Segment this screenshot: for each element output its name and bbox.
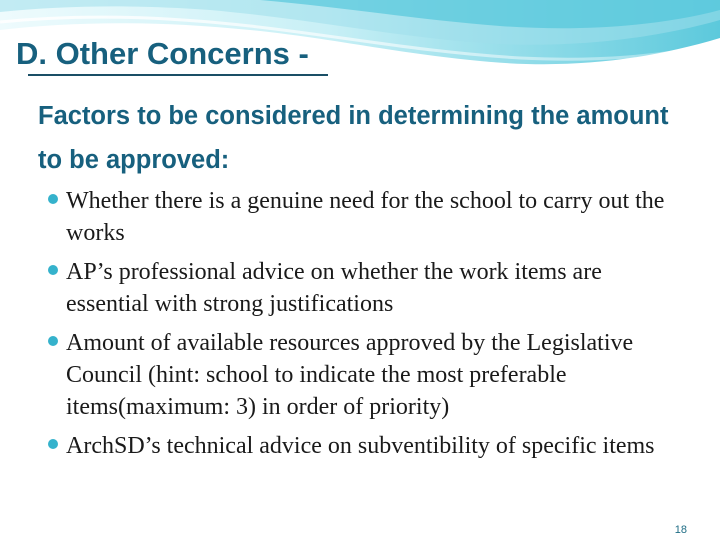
slide-title: D. Other Concerns -: [16, 36, 309, 71]
bullet-text: Whether there is a genuine need for the school to carry out the works: [66, 188, 665, 246]
title-underline: [28, 74, 328, 76]
bullet-dot-icon: [48, 336, 58, 346]
bullet-item: [48, 327, 670, 423]
bullet-list: [48, 185, 670, 469]
bullet-text: Amount of available resources approved by the Legislative Council (hint: school to indicate the most preferable items(maximum: 3) in order of priority): [66, 330, 634, 420]
page-number: 18: [674, 524, 687, 536]
bullet-text: AP’s professional advice on whether the work items are essential with strong justifications: [66, 259, 602, 317]
bullet-dot-icon: [48, 439, 58, 449]
bullet-item: [48, 256, 670, 320]
bullet-dot-icon: [48, 265, 58, 275]
bullet-text: ArchSD’s technical advice on subventibility of specific items: [66, 433, 655, 459]
bullet-item: [48, 430, 670, 462]
bullet-dot-icon: [48, 194, 58, 204]
bullet-item: [48, 185, 670, 249]
slide-subtitle: Factors to be considered in determining the amount to be approved:: [38, 102, 669, 174]
